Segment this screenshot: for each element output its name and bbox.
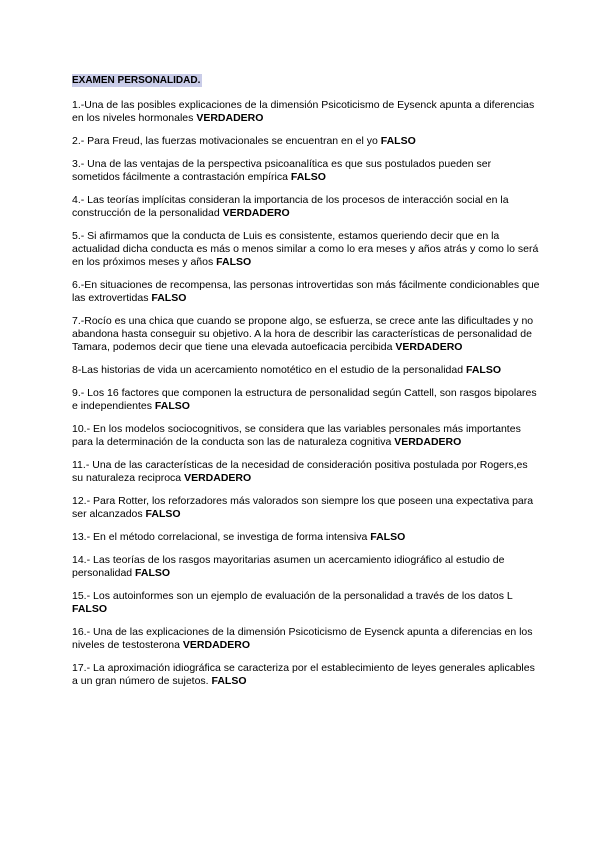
question-item: [72, 626, 540, 652]
question-item: [72, 387, 540, 413]
question-text: 5.- Si afirmamos que la conducta de Luis es consistente, estamos queriendo decir que en la actualidad dicha conducta es más o menos similar a como lo era meses y años atrás y como lo será en los próximos meses y años: [72, 230, 539, 268]
answer-label: FALSO: [290, 171, 326, 183]
question-text: 3.- Una de las ventajas de la perspectiva psicoanalítica es que sus postulados pueden ser sometidos fácilmente a contrastación empírica: [72, 158, 492, 183]
question-item: [72, 315, 540, 354]
question-item: [72, 590, 540, 616]
answer-label: VERDADERO: [182, 639, 250, 651]
question-text: 12.- Para Rotter, los reforzadores más valorados son siempre los que poseen una expectativa para ser alcanzados: [72, 495, 534, 520]
question-item: [72, 495, 540, 521]
document-title: EXAMEN PERSONALIDAD.: [72, 75, 201, 86]
question-text: 1.-Una de las posibles explicaciones de la dimensión Psicoticismo de Eysenck apunta a diferencias en los niveles hormonales: [72, 99, 535, 124]
question-item: [72, 279, 540, 305]
answer-label: FALSO: [380, 135, 416, 147]
question-item: [72, 135, 540, 148]
question-text: 13.- En el método correlacional, se investiga de forma intensiva: [72, 531, 371, 543]
answer-label: FALSO: [72, 603, 108, 615]
question-text: 8-Las historias de vida un acercamiento nomotético en el estudio de la personalidad: [72, 364, 466, 376]
question-text: 10.- En los modelos sociocognitivos, se considera que las variables personales más importantes para la determinación de la conducta son las de naturaleza cognitiva: [72, 423, 521, 448]
question-text: 7.-Rocío es una chica que cuando se propone algo, se esfuerza, se crece ante las dificultades y no abandona hasta conseguir su objetivo. A la hora de describir las características de personalidad de Tamara, podemos decir que tiene una elevada autoeficacia percibida: [72, 315, 534, 353]
answer-label: FALSO: [154, 400, 190, 412]
question-item: [72, 99, 540, 125]
question-item: [72, 531, 540, 544]
answer-label: FALSO: [211, 675, 247, 687]
answer-label: FALSO: [216, 256, 252, 268]
question-text: 15.- Los autoinformes son un ejemplo de evaluación de la personalidad a través de los datos L: [72, 590, 513, 602]
question-item: [72, 423, 540, 449]
question-item: [72, 364, 540, 377]
answer-label: VERDADERO: [196, 112, 264, 124]
question-text: 11.- Una de las características de la necesidad de consideración positiva postulada por Rogers,es su naturaleza reciproca: [72, 459, 528, 484]
answer-label: FALSO: [145, 508, 181, 520]
question-text: 14.- Las teorías de los rasgos mayoritarias asumen un acercamiento idiográfico al estudio de personalidad: [72, 554, 505, 579]
question-text: 6.-En situaciones de recompensa, las personas introvertidas son más fácilmente condicionables que las extrovertidas: [72, 279, 540, 304]
answer-label: FALSO: [466, 364, 502, 376]
question-item: [72, 158, 540, 184]
question-text: 4.- Las teorías implícitas consideran la importancia de los procesos de interacción social en la construcción de la personalidad: [72, 194, 509, 219]
question-item: [72, 662, 540, 688]
question-item: [72, 554, 540, 580]
answer-label: FALSO: [370, 531, 406, 543]
answer-label: FALSO: [151, 292, 187, 304]
question-item: [72, 230, 540, 269]
question-text: 16.- Una de las explicaciones de la dimensión Psicoticismo de Eysenck apunta a diferencias en los niveles de testosterona: [72, 626, 533, 651]
question-item: [72, 194, 540, 220]
question-item: [72, 459, 540, 485]
question-text: 9.- Los 16 factores que componen la estructura de personalidad según Cattell, son rasgos bipolares e independientes: [72, 387, 537, 412]
answer-label: FALSO: [135, 567, 171, 579]
answer-label: VERDADERO: [184, 472, 252, 484]
answer-label: VERDADERO: [394, 436, 462, 448]
question-list: [72, 99, 540, 688]
question-text: 2.- Para Freud, las fuerzas motivacionales se encuentran en el yo: [72, 135, 381, 147]
question-text: 17.- La aproximación idiográfica se caracteriza por el establecimiento de leyes generales aplicables a un gran número de sujetos.: [72, 662, 535, 687]
answer-label: VERDADERO: [395, 341, 463, 353]
answer-label: VERDADERO: [222, 207, 290, 219]
